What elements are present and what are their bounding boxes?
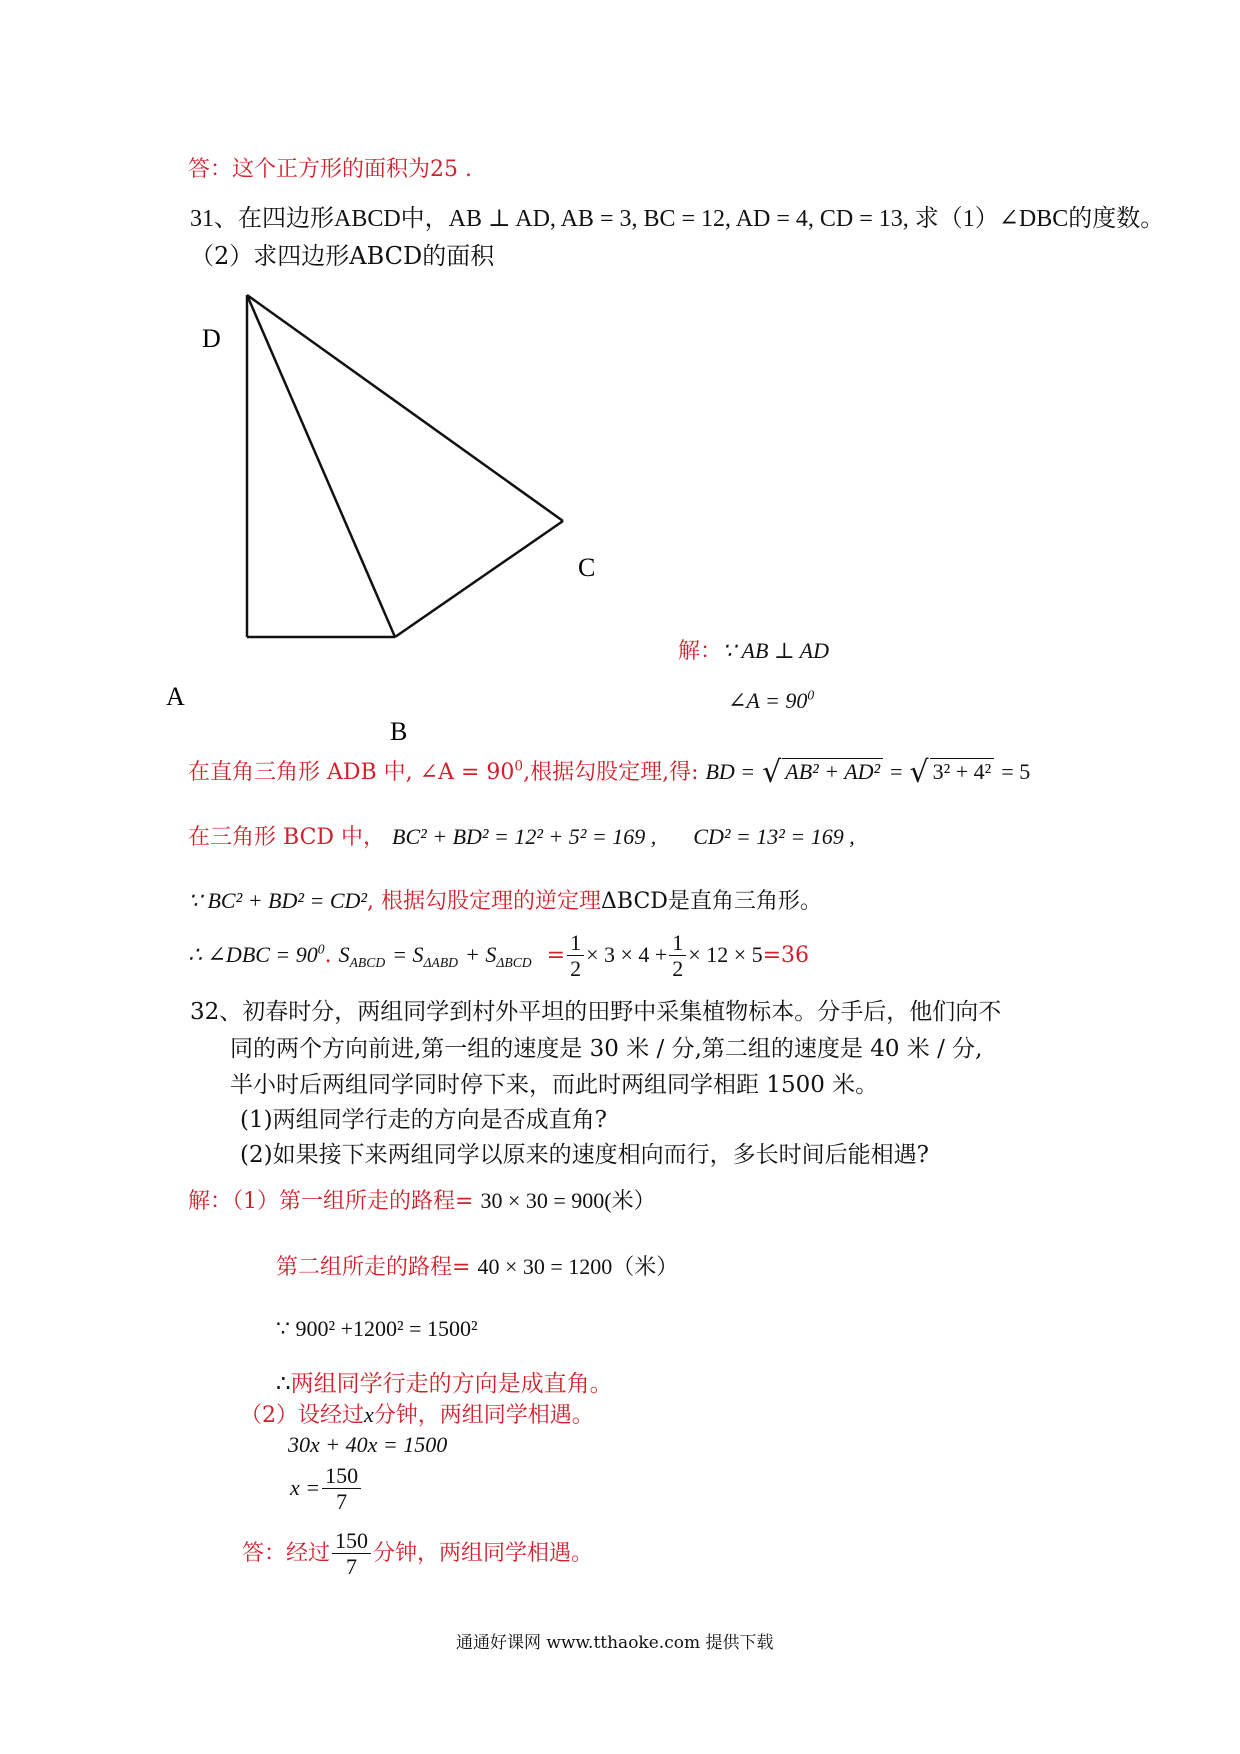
answer-square: 答：这个正方形的面积为25 .: [188, 157, 472, 182]
q31-line1: 31、在四边形ABCD中，AB ⊥ AD, AB = 3, BC = 12, AD = 4, CD = 13, 求（1）∠DBC的度数。: [190, 206, 1165, 232]
q32-line5: (2)如果接下来两组同学以原来的速度相向而行，多长时间后能相遇?: [240, 1142, 929, 1168]
l4-t2: × 12 × 5: [688, 941, 763, 967]
l1-red-sup: 0: [514, 758, 524, 775]
angle-a-line: [728, 688, 814, 714]
l3-tail: ΔBCD是直角三角形。: [600, 889, 822, 914]
sol32-line3: ∵ 900² +1200² = 1500²: [276, 1316, 478, 1341]
radical-icon: √: [762, 755, 782, 790]
sol32-line7: [290, 1463, 363, 1515]
sol31-line3: [188, 884, 822, 915]
label-a: A: [166, 682, 185, 711]
ans-red2: 分钟，两组同学相遇。: [373, 1540, 594, 1566]
sol32-line1: [188, 1184, 656, 1215]
side-bc: [395, 521, 563, 637]
radical-icon: √: [909, 755, 929, 790]
l3-math: ∵ BC² + BD² = CD²: [188, 888, 367, 913]
q32-line1: 32、初春时分，两组同学到村外平坦的田野中采集植物标本。分手后，他们向不: [190, 999, 1002, 1025]
l4-dot: .: [324, 942, 332, 968]
fraction-150-7: $\frac{150}{7}$: [322, 1463, 361, 1515]
q31-line2: （2）求四边形ABCD的面积: [190, 242, 495, 270]
q32-line4: (1)两组同学行走的方向是否成直角?: [240, 1107, 607, 1133]
sol31-line4: [188, 930, 809, 982]
l1-red: 在直角三角形 ADB 中, ∠A = 90: [188, 760, 515, 785]
sol32-line5: [240, 1398, 594, 1429]
footer: 通通好课网 www.tthaoke.com 提供下载: [456, 1633, 774, 1653]
therefore-icon: ∴: [276, 1371, 291, 1396]
angle-a: ∠A = 90: [728, 688, 808, 713]
l2-red: 在三角形 BCD 中，: [188, 825, 386, 850]
s7-x: x =: [290, 1474, 321, 1500]
angle-a-sup: 0: [807, 687, 815, 703]
l1-red-tail: ,根据勾股定理,得:: [523, 760, 699, 785]
l4-t1: × 3 × 4 +: [586, 941, 668, 967]
area-plus: + S: [465, 941, 497, 967]
q32-line2: 同的两个方向前进,第一组的速度是 30 米 / 分,第二组的速度是 40 米 / 分,: [230, 1036, 983, 1062]
sol32-line6: 30x + 40x = 1500: [288, 1432, 448, 1457]
fraction-half-2: $\frac{1}{2}$: [669, 930, 686, 982]
sub-abcd: ABCD: [349, 955, 386, 971]
l2-math2: CD² = 13² = 169 ,: [693, 824, 855, 849]
sol32-answer: [242, 1528, 593, 1580]
ans-red1: 答：经过: [242, 1540, 331, 1566]
label-c: C: [578, 553, 596, 582]
s1-red: 解：（1）第一组所走的路程=: [188, 1189, 474, 1214]
radicand-2: 3² + 4²: [930, 758, 995, 785]
area-eq: = S: [392, 941, 424, 967]
diagonal-bd: [247, 295, 395, 637]
sub-bcd: ΔBCD: [496, 955, 532, 971]
jie-label: 解：: [678, 639, 723, 664]
fraction-150-7-answer: $\frac{150}{7}$: [332, 1528, 371, 1580]
sol32-line2: [276, 1250, 678, 1281]
radicand-1: AB² + AD²: [782, 758, 883, 785]
sol31-line2: [188, 820, 855, 851]
sol32-line4: [276, 1365, 613, 1398]
q32-line3: 半小时后两组同学同时停下来，而此时两组同学相距 1500 米。: [230, 1072, 879, 1098]
l4-result: =36: [762, 942, 810, 968]
l4-math: ∴ ∠DBC = 90: [188, 941, 318, 967]
eq-5: = 5: [1001, 759, 1031, 784]
bd-eq: BD =: [705, 759, 756, 784]
label-d: D: [202, 324, 221, 353]
s5-x: x: [364, 1402, 374, 1427]
sol31-line1: 在直角三角形 ADB 中, ∠A = $90^0$,根据勾股定理,得: BD = √ AB² + AD² = √ 3² + 4² = 5: [188, 755, 1031, 790]
sub-abd: ΔABD: [423, 955, 459, 971]
side-cd: [247, 295, 563, 521]
label-b: B: [390, 717, 408, 740]
eq2: =: [546, 942, 566, 968]
area-s: S: [338, 941, 350, 967]
because-ab-ad: ∵ AB ⊥ AD: [722, 638, 830, 663]
s2-red: 第二组所走的路程=: [276, 1255, 471, 1280]
s2-math: 40 × 30 = 1200（米）: [477, 1254, 679, 1279]
fraction-half-1: $\frac{1}{2}$: [567, 930, 584, 982]
l4-sup: 0: [317, 941, 325, 957]
s4-red: 两组同学行走的方向是成直角。: [290, 1371, 613, 1397]
l2-math1: BC² + BD² = 12² + 5² = 169 ,: [392, 824, 657, 849]
s1-math: 30 × 30 = 900(米）: [480, 1188, 656, 1213]
quadrilateral-figure: [160, 280, 600, 740]
s5-red2: 分钟，两组同学相遇。: [373, 1403, 594, 1428]
l3-red: , 根据勾股定理的逆定理: [366, 889, 601, 914]
sol31-jie-line: [678, 634, 829, 665]
s5-red1: （2）设经过: [240, 1403, 364, 1428]
